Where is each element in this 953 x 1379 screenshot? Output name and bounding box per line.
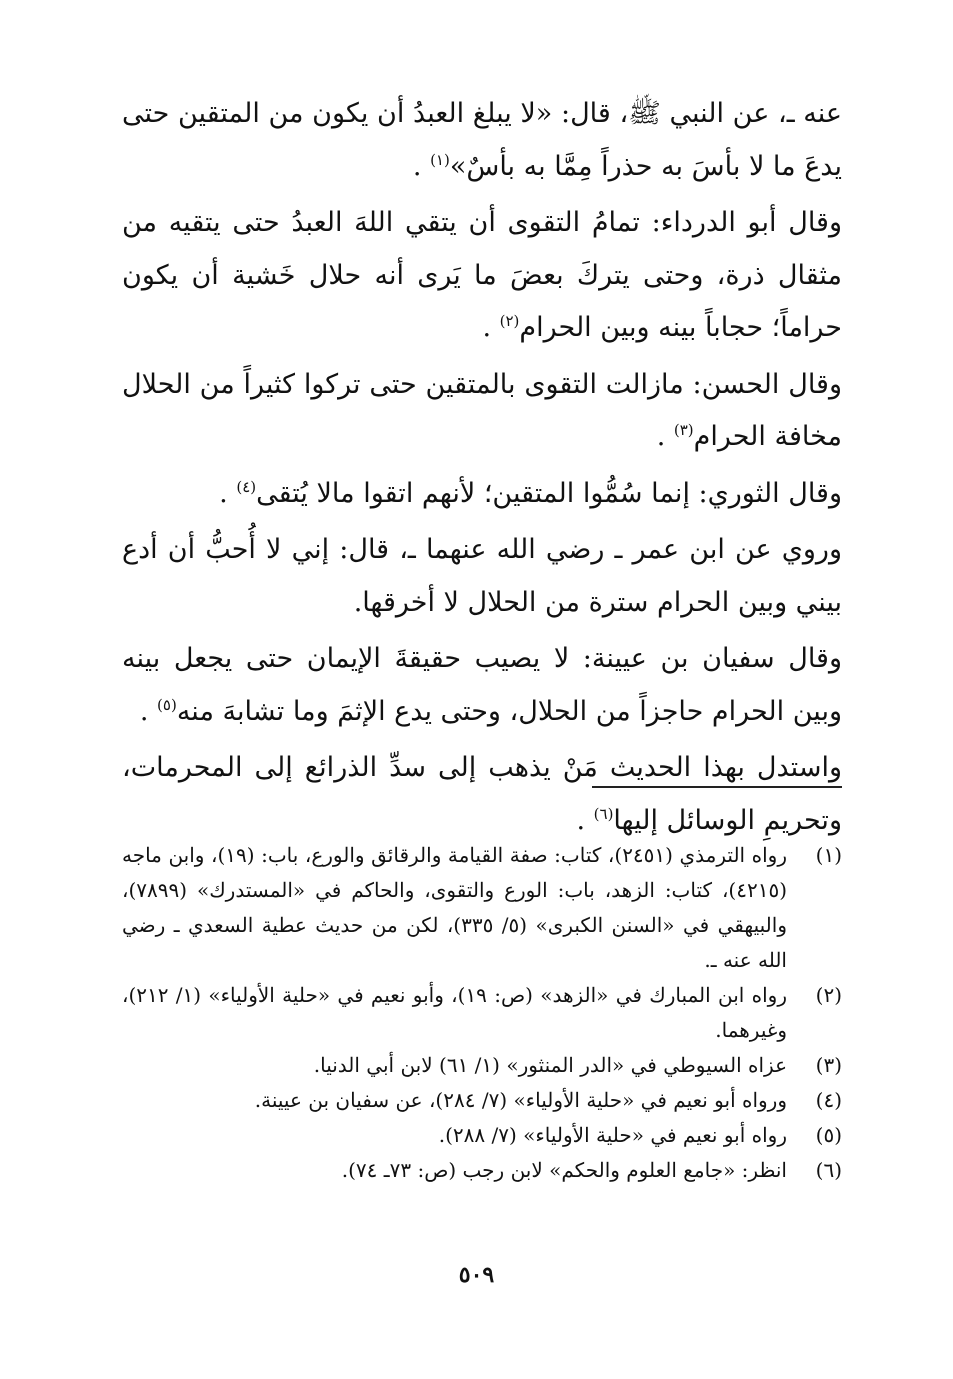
paragraph-end: . xyxy=(139,695,158,727)
paragraph xyxy=(122,633,842,738)
footnote-marker: (٣) xyxy=(673,421,694,439)
footnote xyxy=(122,1083,842,1118)
paragraph-end: . xyxy=(219,477,237,509)
footnote xyxy=(122,978,842,1048)
footnote-number: (٢) xyxy=(815,983,842,1007)
paragraph xyxy=(122,197,842,355)
paragraph-text: وروي عن ابن عمر ـ رضي الله عنهما ـ، قال: إني لا أُحبُّ أن أدع بيني وبين الحرام سترة من الحلال لا أخرقها. xyxy=(122,534,842,618)
main-text xyxy=(122,88,842,851)
paragraph xyxy=(122,468,842,521)
paragraph-text: وقال أبو الدرداء: تمامُ التقوى أن يتقي اللهَ العبدُ حتى يتقيه من مثقال ذرة، وحتى يتركَ بعضَ ما يَرى أنه حلال خَشية أن يكون حراماً؛ حجاباً بينه وبين الحرام xyxy=(122,207,842,343)
footnote-text: عزاه السيوطي في «الدر المنثور» (١/ ٦١) لابن أبي الدنيا. xyxy=(313,1053,787,1077)
paragraph xyxy=(122,524,842,629)
paragraph-text: وقال الثوري: إنما سُمُّوا المتقين؛ لأنهم اتقوا مالا يُتقى xyxy=(256,477,842,509)
footnote-marker: (٥) xyxy=(157,695,177,714)
paragraph-text: عنه ـ، عن النبي ﷺ، قال: «لا يبلغ العبدُ أن يكون من المتقين حتى يدعَ ما لا بأسَ به حذراً مِمَّا به بأسٌ» xyxy=(122,98,842,182)
paragraph xyxy=(122,359,842,464)
footnote-number: (١) xyxy=(815,843,842,867)
footnote-text: رواه أبو نعيم في «حلية الأولياء» (٧/ ٢٨٨). xyxy=(438,1123,787,1147)
footnotes xyxy=(122,838,842,1188)
paragraph-end: . xyxy=(482,312,500,343)
page-number: ٥٠٩ xyxy=(458,1262,495,1288)
footnote-text: انظر: «جامع العلوم والحكم» لابن رجب (ص: ٧٣ـ ٧٤). xyxy=(341,1158,787,1182)
footnote xyxy=(122,1048,842,1083)
footnote xyxy=(122,1153,842,1188)
footnote-number: (٦) xyxy=(815,1158,842,1182)
footnote-text: رواه ابن المبارك في «الزهد» (ص: ١٩)، وأبو نعيم في «حلية الأولياء» (١/ ٢١٢)، وغيرهما. xyxy=(122,983,787,1042)
footnote xyxy=(122,838,842,978)
paragraph-text: واستدل بهذا الحديث مَنْ يذهب إلى سدِّ الذرائع إلى المحرمات، وتحريمِ الوسائل إليها xyxy=(122,752,842,836)
paragraph-end: . xyxy=(656,421,674,452)
footnote-text: رواه الترمذي (٢٤٥١)، كتاب: صفة القيامة والرقائق والورع، باب: (١٩)، وابن ماجه (٤٢١٥)، كتاب: الزهد، باب: الورع والتقوى، والحاكم في «المستدرك» (٧٨٩٩)، والبيهقي في «السنن الكبرى» (٥/ ٣٣٥)، لكن من حديث عطية السعدي ـ رضي الله عنه ـ. xyxy=(122,843,787,972)
paragraph-text: وقال الحسن: مازالت التقوى بالمتقين حتى تركوا كثيراً من الحلال مخافة الحرام xyxy=(122,368,842,452)
paragraph-end: . xyxy=(576,804,594,836)
paragraph-end: . xyxy=(412,150,431,182)
paragraph xyxy=(122,742,842,847)
footnote-marker: (٤) xyxy=(236,477,257,496)
footnote xyxy=(122,1118,842,1153)
paragraph-text: وقال سفيان بن عيينة: لا يصيب حقيقةَ الإيمان حتى يجعل بينه وبين الحرام حاجزاً من الحلال، وحتى يدع الإثمَ وما تشابهَ منه xyxy=(122,643,842,727)
footnote-number: (٥) xyxy=(815,1123,842,1147)
footnote-marker: (٦) xyxy=(593,804,614,823)
footnote-marker: (١) xyxy=(430,150,450,169)
footnote-separator xyxy=(592,786,842,788)
paragraph xyxy=(122,88,842,193)
footnote-number: (٤) xyxy=(815,1088,842,1112)
footnote-text: ورواه أبو نعيم في «حلية الأولياء» (٧/ ٢٨٤)، عن سفيان بن عيينة. xyxy=(254,1088,787,1112)
footnote-marker: (٢) xyxy=(499,312,520,330)
footnote-number: (٣) xyxy=(815,1053,842,1077)
